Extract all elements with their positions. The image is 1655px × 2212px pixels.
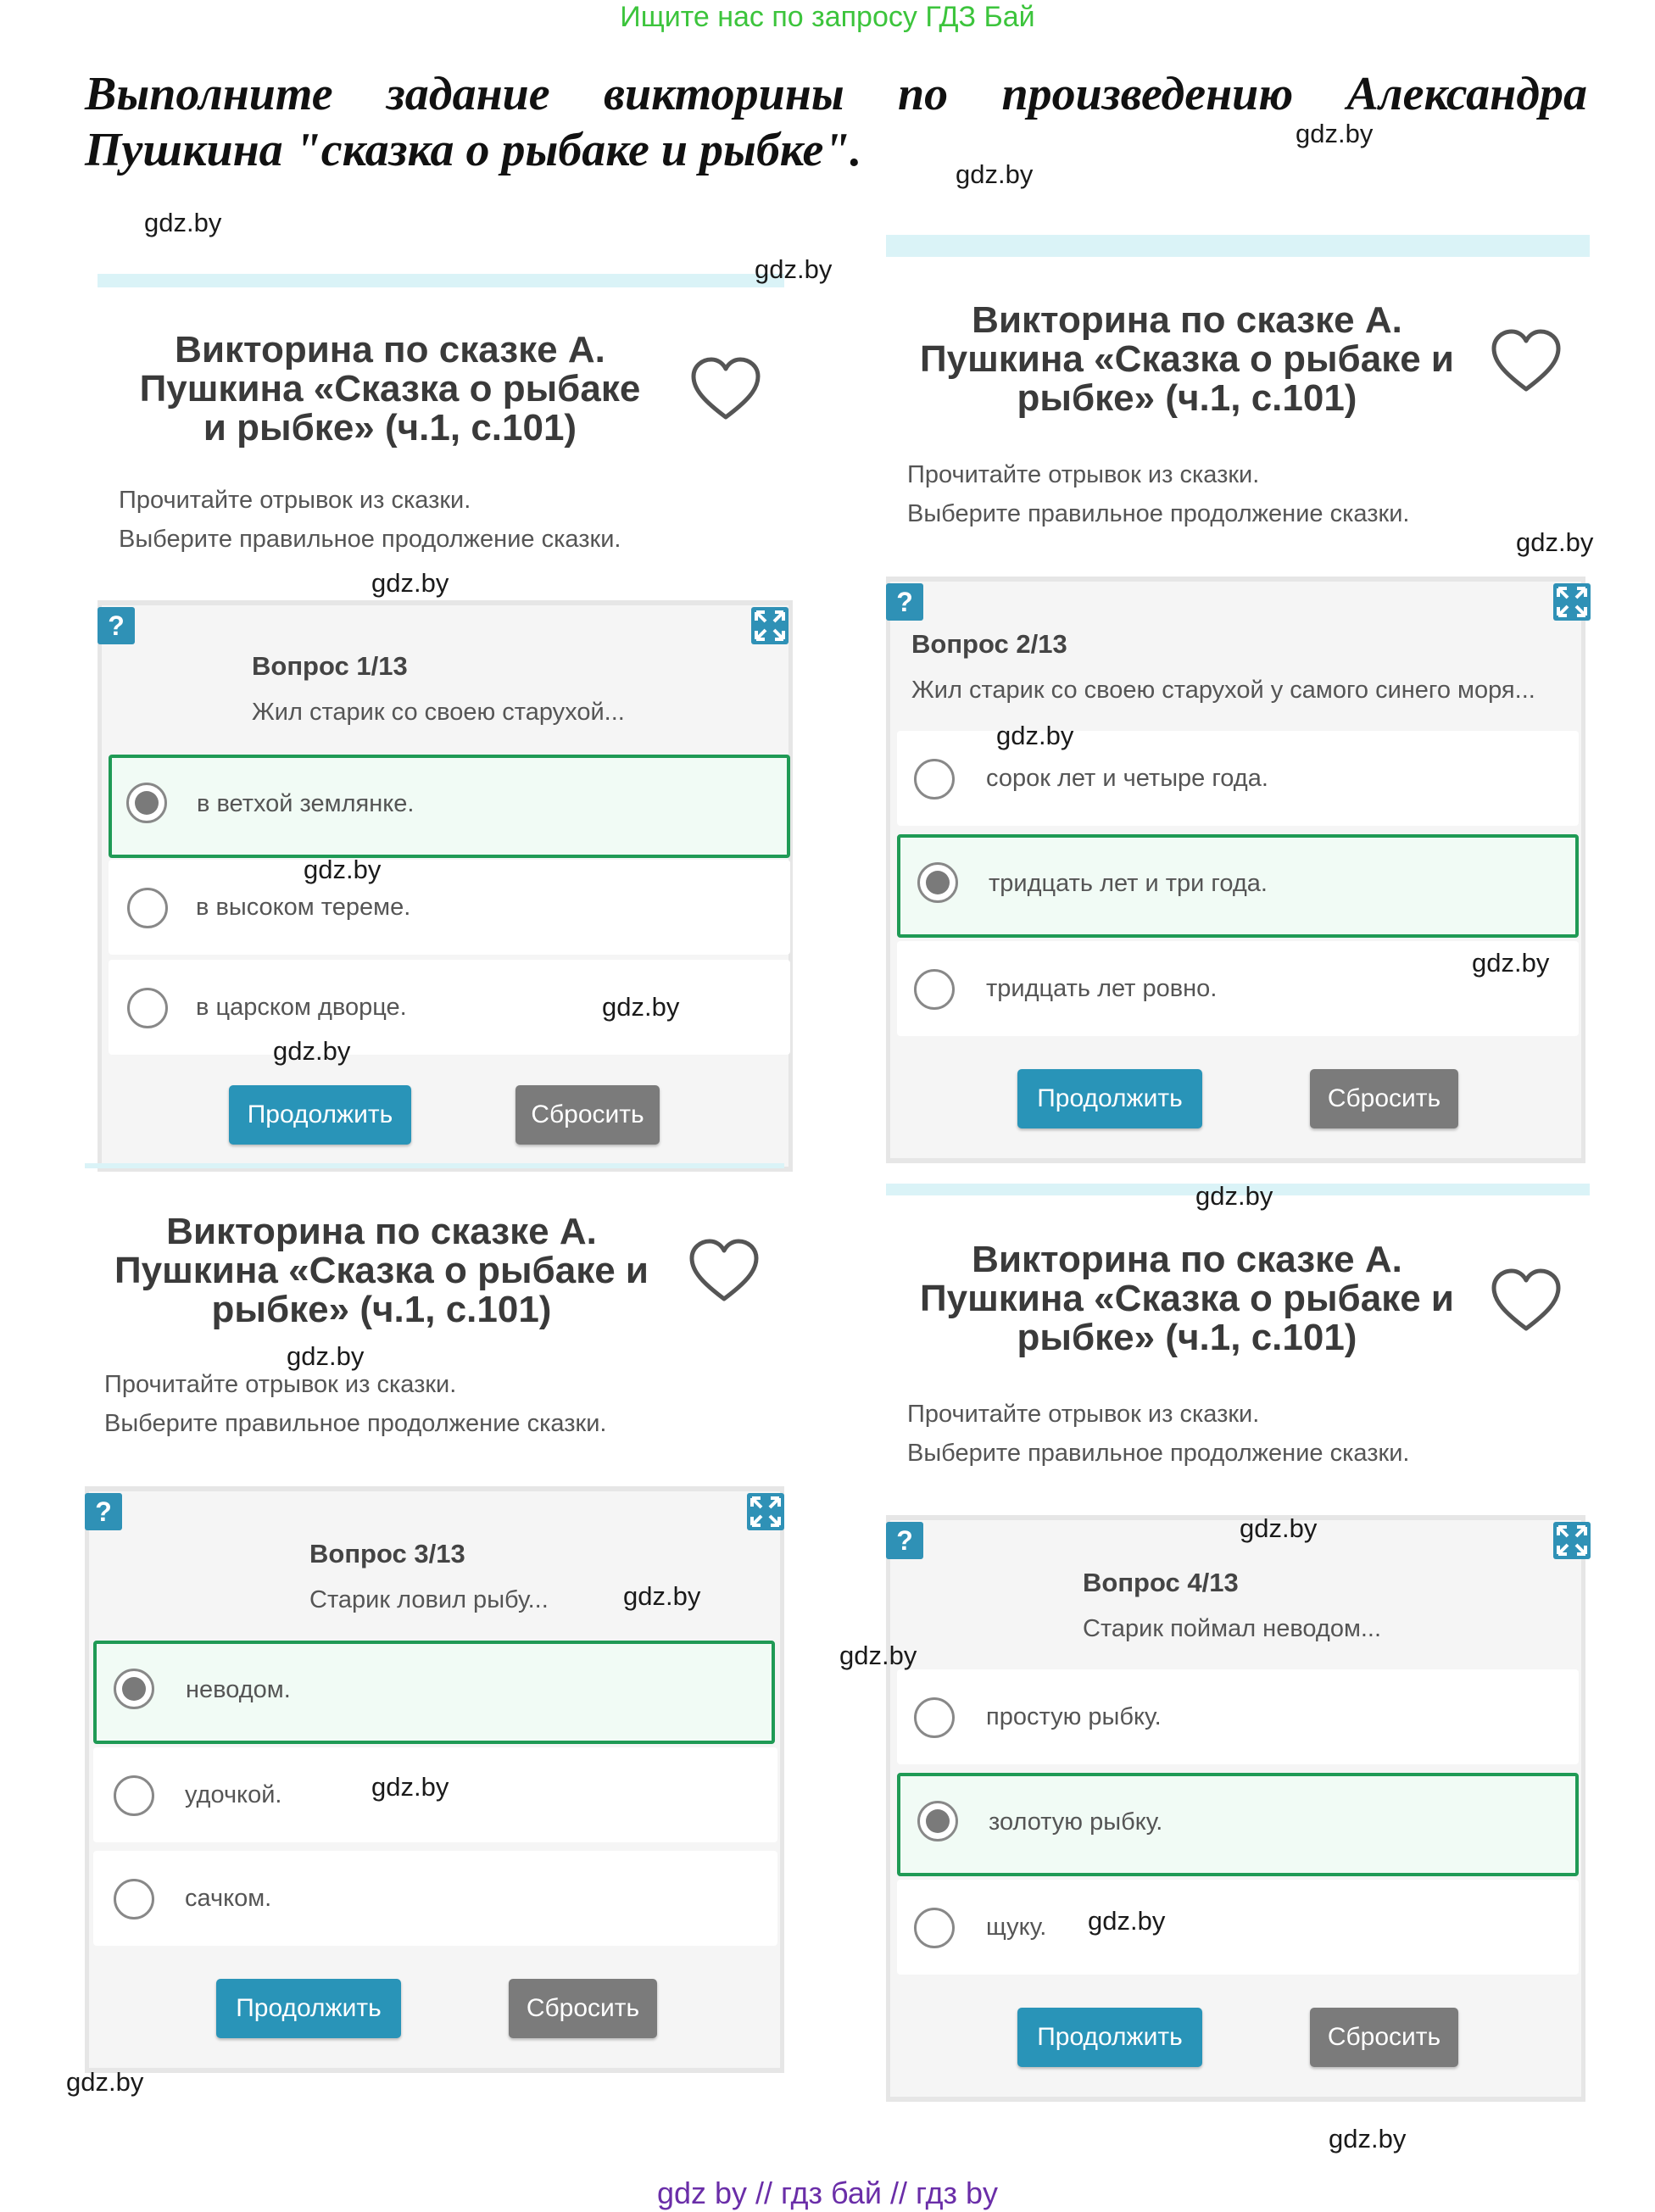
radio-button[interactable] <box>917 862 958 903</box>
watermark: gdz.by <box>1240 1513 1318 1543</box>
quiz-instructions <box>119 481 763 559</box>
watermark: gdz.by <box>304 855 382 884</box>
watermark: gdz.by <box>956 159 1034 189</box>
radio-button[interactable] <box>114 1775 154 1816</box>
answer-label: тридцать лет и три года. <box>989 870 1268 897</box>
footer-links: gdz by // гдз бай // гдз by <box>656 2176 999 2210</box>
answer-option[interactable] <box>109 960 790 1055</box>
intro-line: Выберите правильное продолжение сказки. <box>907 1440 1410 1467</box>
watermark: gdz.by <box>1329 2124 1407 2153</box>
radio-button[interactable] <box>114 1669 154 1709</box>
radio-button[interactable] <box>126 783 167 823</box>
question-number: Вопрос 1/13 <box>252 651 408 681</box>
fullscreen-icon[interactable] <box>1553 583 1591 621</box>
answer-label: в ветхой землянке. <box>197 790 415 817</box>
watermark: gdz.by <box>1195 1181 1273 1211</box>
question-panel <box>98 600 793 1172</box>
intro-line: Прочитайте отрывок из сказки. <box>907 1401 1260 1428</box>
continue-button[interactable]: Продолжить <box>229 1085 411 1145</box>
question-number: Вопрос 4/13 <box>1083 1568 1239 1597</box>
question-number: Вопрос 3/13 <box>309 1539 465 1568</box>
continue-button[interactable]: Продолжить <box>216 1979 401 2038</box>
heart-icon[interactable] <box>1489 326 1563 394</box>
answer-label: неводом. <box>186 1676 291 1703</box>
answer-option[interactable] <box>93 1851 777 1946</box>
answer-label: золотую рыбку. <box>989 1808 1163 1836</box>
watermark: gdz.by <box>996 721 1074 750</box>
continue-button[interactable]: Продолжить <box>1017 1069 1202 1128</box>
question-number: Вопрос 2/13 <box>911 629 1067 659</box>
watermark: gdz.by <box>66 2067 144 2097</box>
quiz-title: Викторина по сказке А. Пушкина «Сказка о рыбаке и рыбке» (ч.1, с.101) <box>114 1211 649 1330</box>
answer-option[interactable] <box>897 834 1579 938</box>
answer-label: сорок лет и четыре года. <box>986 765 1268 792</box>
quiz-instructions <box>104 1365 749 1443</box>
watermark: gdz.by <box>371 1772 449 1802</box>
answer-option[interactable] <box>109 860 790 955</box>
watermark: gdz.by <box>1088 1906 1166 1936</box>
heart-icon[interactable] <box>688 354 763 422</box>
watermark: gdz.by <box>839 1641 917 1670</box>
radio-button[interactable] <box>127 988 168 1028</box>
reset-button[interactable]: Сбросить <box>1310 2008 1458 2067</box>
watermark: gdz.by <box>371 568 449 598</box>
fullscreen-icon[interactable] <box>1553 1522 1591 1559</box>
answer-label: удочкой. <box>185 1781 282 1808</box>
fullscreen-icon[interactable] <box>747 1493 784 1530</box>
answer-option[interactable] <box>897 1669 1579 1764</box>
watermark: gdz.by <box>623 1581 701 1611</box>
continue-button[interactable]: Продолжить <box>1017 2008 1202 2067</box>
watermark: gdz.by <box>755 254 833 284</box>
answer-label: щуку. <box>986 1914 1047 1941</box>
radio-button[interactable] <box>914 1908 955 1948</box>
intro-line: Прочитайте отрывок из сказки. <box>104 1371 457 1398</box>
watermark: gdz.by <box>1472 948 1550 978</box>
answer-option[interactable] <box>109 755 790 858</box>
card-top-strip <box>85 1163 784 1168</box>
radio-button[interactable] <box>127 888 168 928</box>
heart-icon[interactable] <box>687 1236 761 1304</box>
quiz-instructions <box>907 455 1552 533</box>
help-icon[interactable]: ? <box>85 1493 122 1530</box>
intro-line: Прочитайте отрывок из сказки. <box>907 461 1260 488</box>
intro-line: Выберите правильное продолжение сказки. <box>907 500 1410 527</box>
watermark: gdz.by <box>273 1036 351 1066</box>
card-top-strip <box>98 274 784 287</box>
answer-label: тридцать лет ровно. <box>986 975 1218 1002</box>
heart-icon[interactable] <box>1489 1266 1563 1334</box>
radio-button[interactable] <box>914 1697 955 1738</box>
watermark: gdz.by <box>1516 527 1594 557</box>
quiz-title: Викторина по сказке А. Пушкина «Сказка о рыбаке и рыбке» (ч.1, с.101) <box>139 329 641 449</box>
question-text: Старик поймал неводом... <box>1083 1615 1382 1642</box>
answer-option[interactable] <box>897 1773 1579 1876</box>
watermark: gdz.by <box>287 1341 365 1371</box>
watermark: gdz.by <box>602 992 680 1022</box>
help-icon[interactable]: ? <box>98 607 135 644</box>
card-top-strip <box>886 235 1590 257</box>
answer-label: простую рыбку. <box>986 1703 1162 1730</box>
question-text: Старик ловил рыбу... <box>309 1586 549 1613</box>
reset-button[interactable]: Сбросить <box>515 1085 660 1145</box>
radio-button[interactable] <box>114 1879 154 1919</box>
help-icon[interactable]: ? <box>886 1522 923 1559</box>
question-panel <box>886 577 1585 1163</box>
answer-label: в царском дворце. <box>196 994 407 1021</box>
quiz-title: Викторина по сказке А. Пушкина «Сказка о рыбаке и рыбке» (ч.1, с.101) <box>920 1239 1454 1358</box>
question-text: Жил старик со своею старухой... <box>252 699 625 726</box>
fullscreen-icon[interactable] <box>751 607 788 644</box>
intro-line: Прочитайте отрывок из сказки. <box>119 487 471 514</box>
question-panel <box>886 1515 1585 2102</box>
radio-button[interactable] <box>917 1801 958 1841</box>
quiz-title: Викторина по сказке А. Пушкина «Сказка о рыбаке и рыбке» (ч.1, с.101) <box>920 299 1454 419</box>
intro-line: Выберите правильное продолжение сказки. <box>119 526 621 553</box>
answer-option[interactable] <box>897 1880 1579 1975</box>
question-text: Жил старик со своею старухой у самого синего моря... <box>911 677 1535 704</box>
quiz-instructions <box>907 1395 1552 1473</box>
radio-button[interactable] <box>914 759 955 800</box>
reset-button[interactable]: Сбросить <box>1310 1069 1458 1128</box>
watermark: gdz.by <box>1296 119 1374 148</box>
search-banner: Ищите нас по запросу ГДЗ Бай <box>620 1 1035 33</box>
help-icon[interactable]: ? <box>886 583 923 621</box>
answer-label: сачком. <box>185 1885 272 1912</box>
reset-button[interactable]: Сбросить <box>509 1979 657 2038</box>
task-heading: Выполните задание викторины по произведению Александра Пушкина "сказка о рыбаке и рыбке". <box>85 68 1587 176</box>
answer-option[interactable] <box>93 1641 775 1744</box>
watermark: gdz.by <box>144 208 222 237</box>
intro-line: Выберите правильное продолжение сказки. <box>104 1410 607 1437</box>
answer-label: в высоком тереме. <box>196 894 411 921</box>
radio-button[interactable] <box>914 969 955 1010</box>
